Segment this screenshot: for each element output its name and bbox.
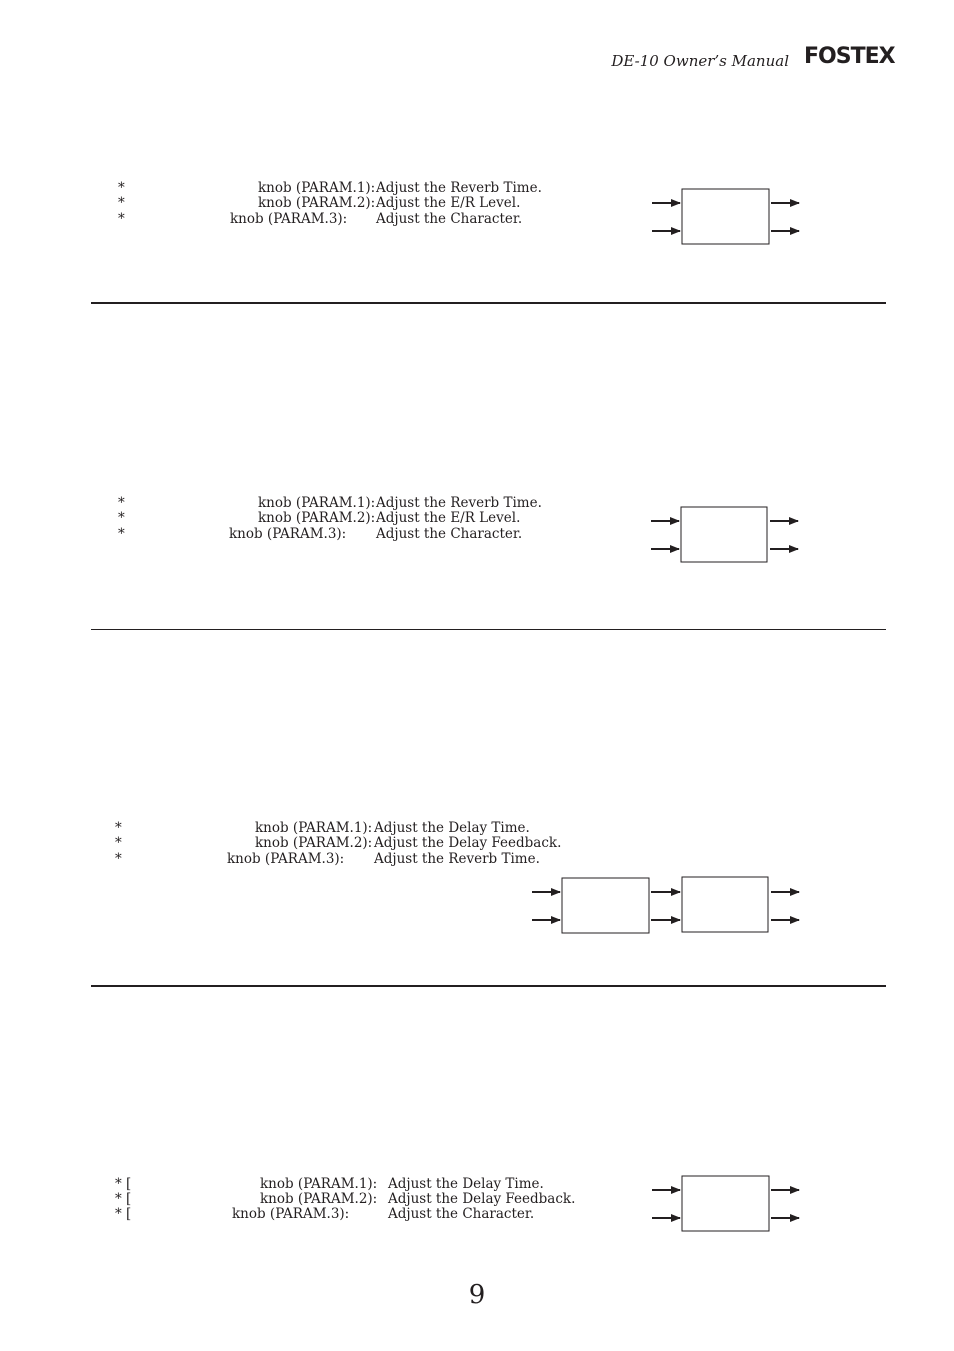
knob-label: knob (PARAM.1):	[258, 180, 376, 196]
knob-label: knob (PARAM.2):	[258, 195, 376, 211]
knob-label: knob (PARAM.3):	[230, 211, 348, 227]
bullet: *	[118, 211, 125, 227]
param-action: Adjust the Reverb Time.	[376, 180, 542, 196]
knob-label: knob (PARAM.1):	[258, 495, 376, 511]
page-number: 9	[468, 1280, 486, 1310]
knob-label: knob (PARAM.1):	[260, 1176, 378, 1192]
param-action: Adjust the Character.	[388, 1206, 535, 1222]
bullet: *	[118, 526, 125, 542]
effect-chain-diagram	[532, 877, 799, 933]
knob-label: knob (PARAM.2):	[255, 835, 373, 851]
param-action: Adjust the Reverb Time.	[374, 851, 540, 867]
bullet: *	[115, 835, 122, 851]
manual-title: DE-10 Owner’s Manual	[611, 52, 789, 70]
param-action: Adjust the E/R Level.	[376, 195, 521, 211]
param-action: Adjust the Delay Time.	[388, 1176, 544, 1192]
bullet: *	[118, 180, 125, 196]
bullet: * [	[115, 1176, 132, 1192]
bullet: *	[115, 851, 122, 867]
param-action: Adjust the Reverb Time.	[376, 495, 542, 511]
effect-block-diagram	[652, 189, 799, 244]
knob-label: knob (PARAM.2):	[258, 510, 376, 526]
knob-label: knob (PARAM.3):	[229, 526, 347, 542]
param-action: Adjust the Character.	[376, 526, 523, 542]
effect-block-diagram	[652, 1176, 799, 1231]
param-action: Adjust the Character.	[376, 211, 523, 227]
bullet: * [	[115, 1206, 132, 1222]
knob-label: knob (PARAM.1):	[255, 820, 373, 836]
bullet: *	[118, 495, 125, 511]
knob-label: knob (PARAM.2):	[260, 1191, 378, 1207]
effect-block-diagram	[651, 507, 798, 562]
bullet: * [	[115, 1191, 132, 1207]
param-action: Adjust the Delay Feedback.	[388, 1191, 576, 1207]
param-action: Adjust the E/R Level.	[376, 510, 521, 526]
param-action: Adjust the Delay Time.	[374, 820, 530, 836]
bullet: *	[115, 820, 122, 836]
knob-label: knob (PARAM.3):	[227, 851, 345, 867]
fostex-logo: FOSTEX	[804, 44, 895, 69]
bullet: *	[118, 195, 125, 211]
bullet: *	[118, 510, 125, 526]
knob-label: knob (PARAM.3):	[232, 1206, 350, 1222]
param-action: Adjust the Delay Feedback.	[374, 835, 562, 851]
